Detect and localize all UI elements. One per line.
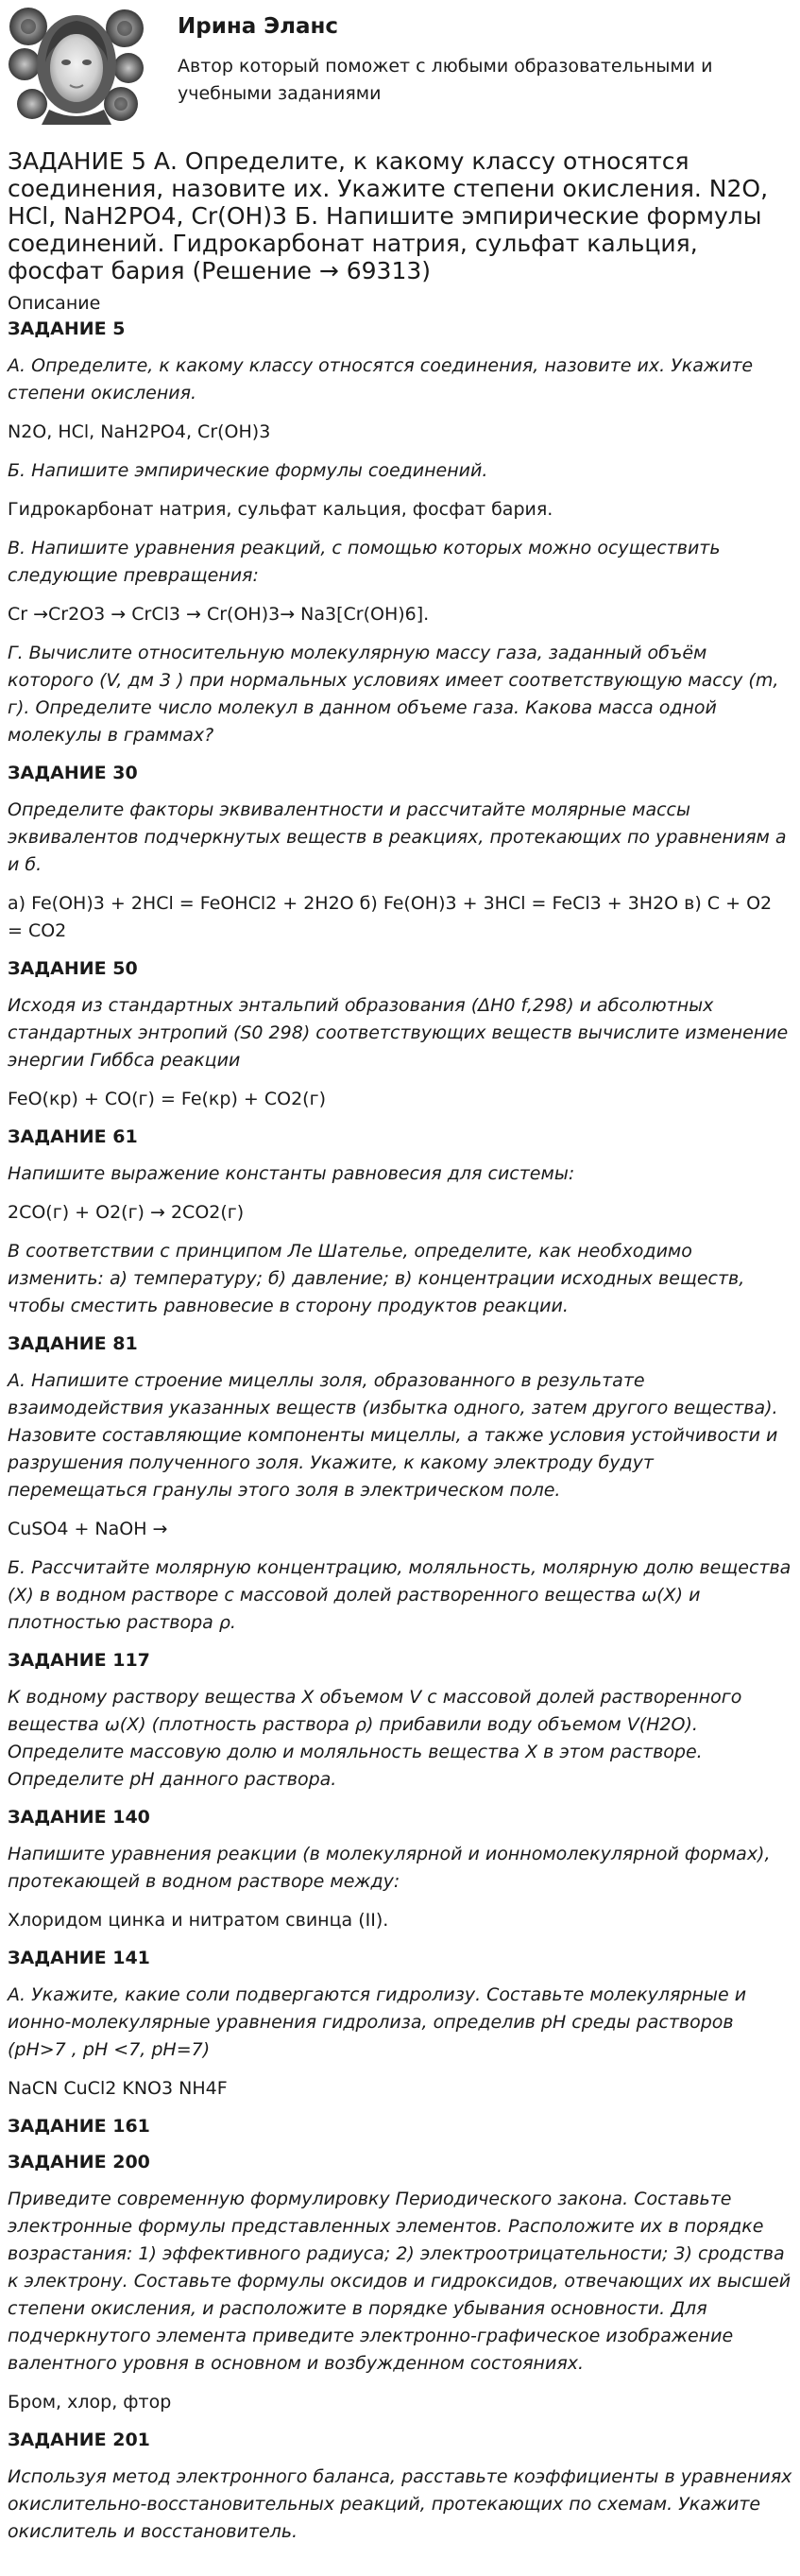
- author-card: [8, 0, 792, 138]
- task-question: Определите факторы эквивалентности и рассчитайте молярные массы эквивалентов подчеркнутых веществ в реакциях, протекающих по уравнениям а и б.: [8, 799, 787, 875]
- section-heading: ЗАДАНИЕ 200: [8, 2152, 150, 2172]
- task-question: Напишите выражение константы равновесия для системы:: [8, 1163, 575, 1184]
- section-heading: ЗАДАНИЕ 50: [8, 958, 138, 979]
- author-name[interactable]: Ирина Эланс: [178, 14, 339, 39]
- task-question: Г. Вычислите относительную молекулярную массу газа, заданный объём которого (V, дм 3 ) при нормальных условиях имеет соответствующую массу (m, г). Определите число молекул в данном объеме газа. Какова масса одной молекулы в граммах?: [8, 643, 779, 746]
- section-heading: ЗАДАНИЕ 5: [8, 318, 126, 339]
- page-title: ЗАДАНИЕ 5 А. Определите, к какому классу относятся соединения, назовите их. Укажите степени окисления. N2O, HCl, NaH2PO4, Cr(OH)3 Б. Напишите эмпирические формулы соединений. Гидрокарбонат натрия, сульфат кальция, фосфат бария (Решение → 69313): [8, 147, 769, 284]
- section-heading: ЗАДАНИЕ 161: [8, 2116, 150, 2137]
- task-question: А. Определите, к какому классу относятся соединения, назовите их. Укажите степени окисления.: [8, 355, 754, 404]
- task-question: В соответствии с принципом Ле Шателье, определите, как необходимо изменить: а) температуру; б) давление; в) концентрации исходных веществ, чтобы сместить равновесие в сторону продуктов реакции.: [8, 1241, 745, 1316]
- author-description: Автор который поможет с любыми образовательными и учебными заданиями: [178, 56, 713, 104]
- task-data: Бром, хлор, фтор: [8, 2392, 172, 2413]
- task-question: Напишите уравнения реакции (в молекулярной и ионномолекулярной формах), протекающей в водном растворе между:: [8, 1844, 771, 1892]
- task-data: FeO(кр) + CO(г) = Fe(кр) + CO2(г): [8, 1089, 326, 1109]
- task-data: Cr →Cr2O3 → CrCl3 → Cr(OH)3→ Na3[Cr(OH)6].: [8, 604, 430, 625]
- task-question: К водному раствору вещества Х объемом V с массовой долей растворенного вещества ω(Х) (плотность раствора ρ) прибавили воду объемом V(Н2О). Определите массовую долю и моляльность вещества Х в этом растворе. Определите рН данного раствора.: [8, 1687, 742, 1790]
- description-label: Описание: [8, 293, 101, 314]
- task-question: Б. Рассчитайте молярную концентрацию, моляльность, молярную долю вещества (Х) в водном растворе с массовой долей растворенного вещества ω(Х) и плотностью раствора ρ.: [8, 1557, 791, 1633]
- task-data: N2O, HCl, NaH2PO4, Cr(OH)3: [8, 421, 271, 442]
- section-heading: ЗАДАНИЕ 81: [8, 1333, 138, 1354]
- task-content: [8, 317, 792, 2576]
- task-data: 2CO(г) + O2(г) → 2CO2(г): [8, 1202, 245, 1223]
- task-question: Исходя из стандартных энтальпий образования (ΔH0 f,298) и абсолютных стандартных энтропий (S0 298) соответствующих веществ вычислите изменение энергии Гиббса реакции: [8, 995, 789, 1071]
- task-data: Гидрокарбонат натрия, сульфат кальция, фосфат бария.: [8, 499, 553, 520]
- task-question: Используя метод электронного баланса, расставьте коэффициенты в уравнениях окислительно-восстановительных реакций, протекающих по схемам. Укажите окислитель и восстановитель.: [8, 2466, 792, 2542]
- section-heading: ЗАДАНИЕ 140: [8, 1807, 150, 1828]
- section-heading: ЗАДАНИЕ 117: [8, 1650, 150, 1671]
- task-question: Б. Напишите эмпирические формулы соединений.: [8, 460, 488, 481]
- task-data: NaCN CuCl2 KNO3 NH4F: [8, 2078, 228, 2099]
- task-question: А. Напишите строение мицеллы золя, образованного в результате взаимодействия указанных веществ (избытка одного, затем другого вещества). Назовите составляющие компоненты мицеллы, а также условия устойчивости и разрушения полученного золя. Укажите, к какому электроду будут перемещаться гранулы этого золя в электрическом поле.: [8, 1370, 778, 1501]
- author-info: [178, 6, 763, 108]
- section-heading: ЗАДАНИЕ 61: [8, 1126, 138, 1147]
- task-question: А. Укажите, какие соли подвергаются гидролизу. Составьте молекулярные и ионно-молекулярные уравнения гидролиза, определив pH среды растворов (pH>7 , pH <7, pH=7): [8, 1984, 747, 2060]
- task-question: Приведите современную формулировку Периодического закона. Составьте электронные формулы представленных элементов. Расположите их в порядке возрастания: 1) эффективного радиуса; 2) электроотрицательности; 3) сродства к электрону. Составьте формулы оксидов и гидроксидов, отвечающих их высшей степени окисления, и расположите в порядке убывания основности. Для подчеркнутого элемента приведите электронно-графическое изображение валентного уровня в основном и возбужденном состояниях.: [8, 2189, 791, 2374]
- author-avatar[interactable]: [8, 6, 145, 125]
- task-data: CuSO4 + NaOH →: [8, 1519, 168, 1539]
- section-heading: ЗАДАНИЕ 141: [8, 1948, 150, 1968]
- task-question: В. Напишите уравнения реакций, с помощью которых можно осуществить следующие превращения:: [8, 538, 721, 586]
- section-heading: ЗАДАНИЕ 201: [8, 2430, 150, 2450]
- section-heading: ЗАДАНИЕ 30: [8, 763, 138, 783]
- avatar-image: [8, 6, 145, 125]
- task-data: а) Fe(OH)3 + 2HCl = FeOHCl2 + 2H2O б) Fe(OH)3 + 3HCl = FeCl3 + 3H2O в) C + O2 = CO2: [8, 893, 773, 941]
- task-data: Хлоридом цинка и нитратом свинца (II).: [8, 1910, 389, 1931]
